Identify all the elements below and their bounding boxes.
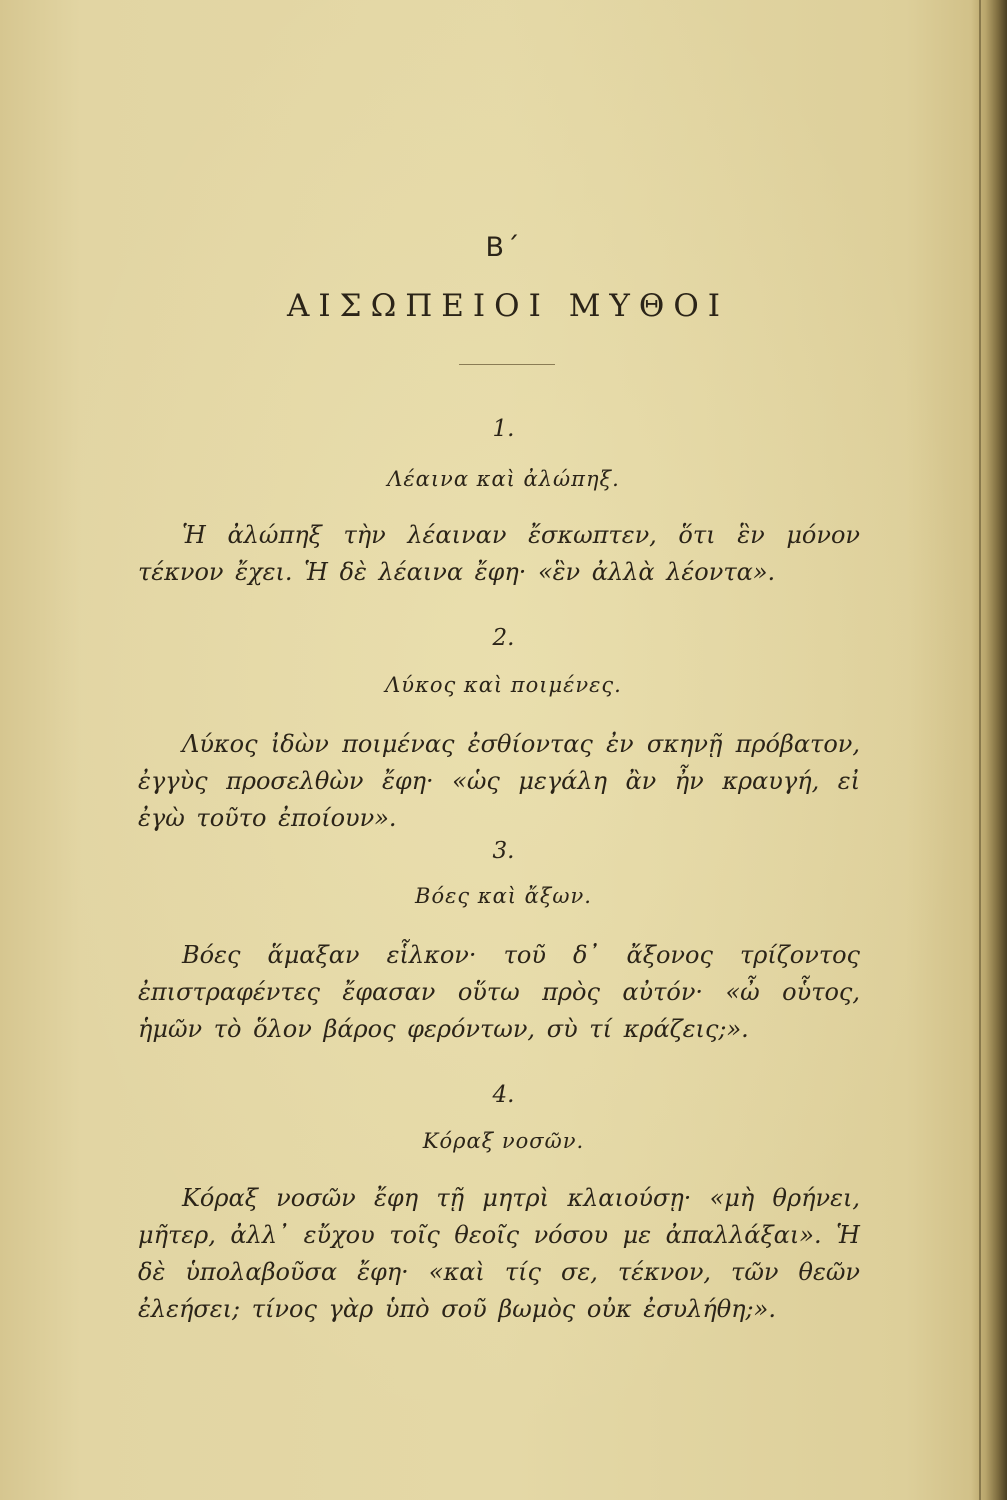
page-edge-line: [979, 0, 981, 1500]
fable-title-2: Λύκος καὶ ποιμένες.: [385, 673, 622, 697]
page-binding-edge: [971, 0, 1007, 1500]
title-divider: [459, 364, 555, 365]
fable-text-4: Κόραξ νοσῶν ἔφη τῇ μητρὶ κλαιούσῃ· «μὴ θρήνει, μῆτερ, ἀλλ᾽ εὔχου τοῖς θεοῖς νόσου με ἀπαλλάξαι». Ἡ δὲ ὑπολαβοῦσα ἔφη· «καὶ τίς σε, τέκνον, τῶν θεῶν ἐλεήσει; τίνος γὰρ ὑπὸ σοῦ βωμὸς οὐκ ἐσυλήθη;».: [138, 1184, 860, 1323]
fable-title-1: Λέαινα καὶ ἀλώπηξ.: [387, 467, 620, 491]
fable-text-3: Βόες ἅμαξαν εἷλκον· τοῦ δ᾽ ἄξονος τρίζοντος ἐπιστραφέντες ἔφασαν οὕτω πρὸς αὐτόν· «ὦ οὗτος, ἡμῶν τὸ ὅλον βάρος φερόντων, σὺ τί κράζεις;».: [138, 941, 860, 1043]
fable-number-3: 3.: [492, 838, 515, 864]
fable-number-4: 4.: [492, 1082, 515, 1108]
fable-number-2: 2.: [492, 625, 515, 651]
fable-number-1: 1.: [492, 416, 515, 442]
page-title: ΑΙΣΩΠΕΙΟΙ ΜΥΘΟΙ: [287, 288, 729, 324]
section-number: Β΄: [485, 232, 522, 263]
fable-text-2: Λύκος ἰδὼν ποιμένας ἐσθίοντας ἐν σκηνῇ πρόβατον, ἐγγὺς προσελθὼν ἔφη· «ὡς μεγάλη ἂν ἦν κραυγή, εἰ ἐγὼ τοῦτο ἐποίουν».: [138, 730, 860, 832]
fable-text-1: Ἡ ἀλώπηξ τὴν λέαιναν ἔσκωπτεν, ὅτι ἓν μόνον τέκνον ἔχει. Ἡ δὲ λέαινα ἔφη· «ἓν ἀλλὰ λέοντα».: [138, 521, 860, 586]
fable-title-3: Βόες καὶ ἄξων.: [415, 884, 592, 908]
fable-title-4: Κόραξ νοσῶν.: [422, 1129, 585, 1153]
